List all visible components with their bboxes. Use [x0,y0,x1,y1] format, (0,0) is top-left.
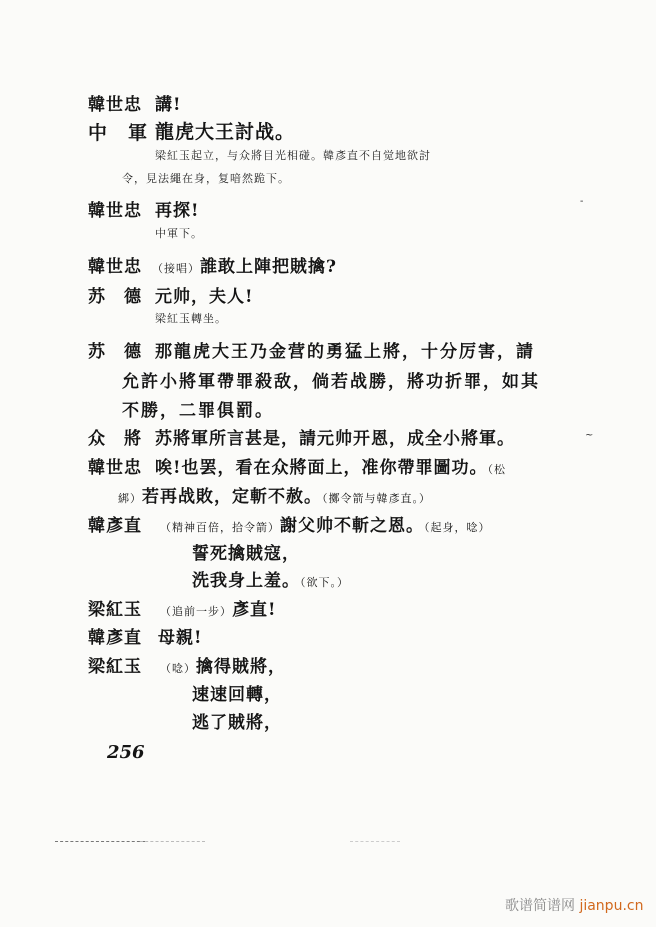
stage-aside: （欲下。） [300,576,349,589]
dialogue-text [118,482,431,507]
speaker-label: 梁紅玉 [88,600,142,620]
dialogue-span: 若再战敗，定斬不赦。 [142,487,322,507]
speaker-label: 韓彥直 [88,628,142,648]
dialogue-span: 擒得賊將， [196,657,286,677]
dialogue-text: 允許小將軍帶罪殺敌，倘若战勝，將功折罪，如其 [122,372,540,392]
dialogue-text: 那龍虎大王乃金营的勇猛上將，十分厉害，請 [155,342,535,362]
verse-line: 速速回轉， [192,685,282,705]
scan-mark: - [580,196,584,207]
stage-aside: （擲令箭与韓彥直。） [322,492,431,505]
dialogue-text [160,652,286,677]
speaker-label: 韓世忠 [88,95,142,115]
dialogue-span: 彥直! [232,600,277,620]
scan-mark: ~ [585,430,594,441]
verse-line: 誓死擒賊寇， [192,544,300,564]
verse-line: 逃了賊將， [192,713,282,733]
watermark [505,895,643,915]
dialogue-text [152,252,337,277]
stage-aside: 綁） [118,492,142,505]
speaker-label: 韓彥直 [88,516,142,536]
stage-aside: （松 [487,463,506,476]
watermark-cn: 歌谱简谱网 [505,898,575,914]
stage-direction: 中軍下。 [155,227,203,240]
stage-direction: 梁紅玉起立，与众將目光相碰。韓彥直不自觉地欲討 [155,149,431,162]
verse-line [192,566,349,591]
stage-aside: （起身，唸） [424,521,491,534]
stage-direction: 令，見法繩在身，复喑然跪下。 [122,172,290,185]
stage-direction: 梁紅玉轉坐。 [155,312,227,325]
speaker-label: 韓世忠 [88,201,142,221]
speaker-label: 中 軍 [88,122,149,144]
dialogue-text [160,511,491,536]
scan-artifact-line [55,841,145,843]
dialogue-text [160,595,276,620]
watermark-url: jianpu.cn [579,898,644,914]
dialogue-text: 苏將軍所言甚是，請元帅开恩，成全小將軍。 [155,429,515,449]
speaker-label: 众 將 [88,429,142,449]
dialogue-span: 洗我身上羞。 [192,571,300,591]
page-number: 256 [107,742,145,763]
stage-aside: （精神百倍，拾令箭） [160,521,280,534]
stage-aside: （唸） [160,662,196,675]
dialogue-span: 謝父帅不斬之恩。 [280,516,424,536]
dialogue-text: 母親! [158,628,203,648]
scan-artifact-line [350,841,400,843]
dialogue-text [155,453,506,478]
dialogue-text: 再探! [155,201,200,221]
dialogue-span: 唉!也罢，看在众將面上，准你帶罪圖功。 [155,458,488,478]
dialogue-text: 元帅，夫人! [155,287,254,307]
dialogue-text: 不勝，二罪俱罰。 [122,401,274,421]
dialogue-text: 講! [155,95,182,115]
speaker-label: 韓世忠 [88,458,142,478]
stage-aside: （追前一步） [160,605,232,618]
dialogue-text: 龍虎大王討战。 [155,121,296,143]
stage-aside: （接唱） [152,262,200,275]
speaker-label: 梁紅玉 [88,657,142,677]
speaker-label: 韓世忠 [88,257,142,277]
scan-artifact-line [140,841,205,843]
speaker-label: 苏 德 [88,287,142,307]
dialogue-span: 誰敢上陣把賊擒? [200,257,337,277]
speaker-label: 苏 德 [88,342,142,362]
